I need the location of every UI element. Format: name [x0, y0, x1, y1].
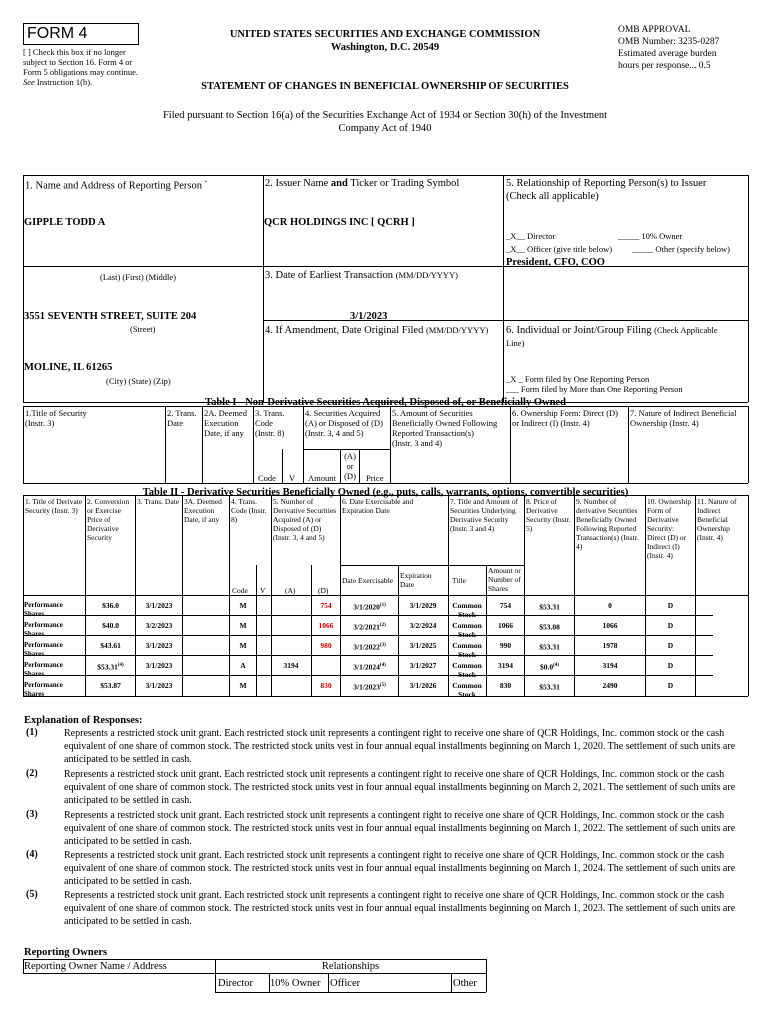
- row-disposed: 830: [320, 681, 332, 690]
- row-underlying-amount: 990: [499, 641, 512, 650]
- box6-opt1: _X _ Form filed by One Reporting Person: [506, 374, 650, 384]
- footnote-number: (2): [26, 768, 38, 779]
- t2-c10: 10. Ownership Form of Derivative Security: Direct (D) or Indirect (I) (Instr. 4): [647, 497, 692, 560]
- row-conversion-price: $43.61: [100, 641, 121, 650]
- form-title: FORM 4: [27, 25, 88, 42]
- row-underlying-amount: 1066: [498, 621, 513, 630]
- footnote-number: (4): [26, 849, 38, 860]
- row-security-title: Performance Shares: [24, 621, 63, 638]
- footnote-text: Represents a restricted stock unit grant. Each restricted stock unit represents a contingent right to receive one share of QCR Holdings, Inc. common stock or the cash equivalent of one share of common stock. The restricted stock units vest in four annual equal installments beginning on March 1, 2020. The settlement of such units are anticipated to be settled in cash.: [64, 728, 736, 765]
- t2-sub-amount: Amount or Number of Shares: [488, 566, 521, 593]
- row-owned-following: 1978: [602, 641, 618, 650]
- owners-officer: Officer: [330, 978, 361, 989]
- t1-sub-v: V: [289, 473, 296, 483]
- row-date-exercisable: 3/1/2020$^{(1)}$: [353, 602, 386, 612]
- row-underlying-title: Common Stock: [452, 621, 482, 639]
- row-acquired: 3194: [283, 661, 299, 670]
- owners-heading: Reporting Owners: [24, 947, 108, 958]
- t2-c5: 5. Number of Derivative Securities Acquired (A) or Disposed of (D) (Instr. 3, 4 and 5): [273, 497, 337, 542]
- box4-label: 4. If Amendment, Date Original Filed (MM/DD/YYYY): [265, 325, 489, 336]
- reporting-person-street: 3551 SEVENTH STREET, SUITE 204: [24, 311, 197, 322]
- row-expiration-date: 3/1/2027: [409, 661, 437, 670]
- row-disposed: 1066: [318, 621, 334, 630]
- footnote-ref: (4): [117, 663, 124, 668]
- t2-c1: 1. Title of Derivate Security (Instr. 3): [25, 497, 83, 515]
- footnote-text: Represents a restricted stock unit grant. Each restricted stock unit represents a contingent right to receive one share of QCR Holdings, Inc. common stock or the cash equivalent of one share of common stock. The restricted stock units vest in four annual equal installments beginning on March 1, 2023. The settlement of such units are anticipated to be settled in cash.: [64, 890, 736, 927]
- t2-sub-exp: Expiration Date: [400, 571, 432, 589]
- row-security-title: Performance Shares: [24, 661, 63, 678]
- omb-line2: OMB Number: 3235-0287: [618, 37, 720, 47]
- t2-c7: 7. Title and Amount of Securities Underlying Derivative Security (Instr. 3 and 4): [450, 497, 519, 533]
- footnote-ref: (4): [379, 663, 386, 668]
- row-deriv-price: $53.31: [539, 602, 560, 612]
- filed-pursuant: Filed pursuant to Section 16(a) of the Securities Exchange Act of 1934 or Section 30(h) of the Investment Company Act of 1940: [162, 110, 608, 134]
- t2-sub-v: V: [260, 586, 266, 595]
- street-caption: (Street): [130, 324, 156, 334]
- explanation-heading: Explanation of Responses:: [24, 715, 143, 726]
- t2-c9: 9. Number of derivative Securities Beneficially Owned Following Reported Transaction(s) (Instr. 4): [576, 497, 639, 551]
- t1-col2: 2. Trans. Date: [167, 408, 197, 428]
- row-trans-date: 3/1/2023: [145, 681, 173, 690]
- row-trans-code: M: [239, 641, 247, 650]
- earliest-transaction-date: 3/1/2023: [350, 311, 388, 322]
- footnote-number: (5): [26, 889, 38, 900]
- row-owned-following: 3194: [602, 661, 618, 670]
- omb-box: [618, 24, 758, 72]
- box5-label: 5. Relationship of Reporting Person(s) to Issuer (Check all applicable): [506, 178, 707, 202]
- name-caption: (Last) (First) (Middle): [100, 272, 177, 282]
- t2-sub-title: Title: [452, 576, 466, 585]
- t2-sub-d: (D): [318, 586, 329, 595]
- row-disposed: 754: [320, 601, 332, 610]
- row-trans-code: A: [240, 661, 246, 670]
- row-expiration-date: 3/1/2026: [409, 681, 437, 690]
- t2-c3: 3. Trans. Date: [137, 497, 180, 506]
- issuer-name: QCR HOLDINGS INC [ QCRH ]: [264, 217, 415, 228]
- row-conversion-price: $40.0: [102, 621, 119, 630]
- owners-col-rel: Relationships: [321, 961, 380, 972]
- row-deriv-price: $0.0$^{(4)}$: [540, 662, 559, 672]
- row-trans-date: 3/2/2023: [145, 621, 173, 630]
- t1-col2a: 2A. Deemed Execution Date, if any: [204, 408, 247, 438]
- t2-c11: 11. Nature of Indirect Beneficial Ownership (Instr. 4): [697, 497, 737, 542]
- row-underlying-amount: 830: [499, 681, 512, 690]
- row-expiration-date: 3/2/2024: [409, 621, 437, 630]
- box2-label: 2. Issuer Name and Ticker or Trading Symbol: [265, 178, 460, 189]
- row-expiration-date: 3/1/2029: [409, 601, 437, 610]
- row-deriv-price: $53.31: [539, 682, 560, 692]
- footnote-ref: (2): [379, 623, 386, 628]
- footnote-text: Represents a restricted stock unit grant. Each restricted stock unit represents a contingent right to receive one share of QCR Holdings, Inc. common stock or the cash equivalent of one share of common stock. The restricted stock units vest in four annual equal installments beginning on March 1, 2022. The settlement of such units are anticipated to be settled in cash.: [64, 810, 736, 847]
- box6-label: 6. Individual or Joint/Group Filing (Check Applicable Line): [506, 325, 718, 348]
- row-underlying-title: Common Stock: [452, 681, 482, 699]
- footnote-number: (3): [26, 809, 38, 820]
- row-security-title: Performance Shares: [24, 641, 63, 658]
- row-ownership-form: D: [667, 601, 674, 610]
- table1-title: Table I - Non-Derivative Securities Acquired, Disposed of, or Beneficially Owned: [205, 397, 566, 408]
- box5-officer: _X__ Officer (give title below): [506, 244, 613, 254]
- row-expiration-date: 3/1/2025: [409, 641, 437, 650]
- row-trans-date: 3/1/2023: [145, 601, 173, 610]
- footnote-ref: (3): [379, 643, 386, 648]
- row-underlying-amount: 3194: [498, 661, 513, 670]
- table2-title: Table II - Derivative Securities Beneficially Owned (e.g., puts, calls, warrants, options, convertible securities): [142, 487, 629, 498]
- row-conversion-price: $53.87: [100, 681, 121, 690]
- box5-other: _____ Other (specify below): [632, 244, 730, 254]
- t1-col4: 4. Securities Acquired (A) or Disposed of (D) (Instr. 3, 4 and 5): [305, 408, 383, 438]
- check-box-note: [23, 47, 151, 87]
- row-trans-code: M: [239, 681, 247, 690]
- row-date-exercisable: 3/2/2021$^{(2)}$: [353, 622, 386, 632]
- city-caption: (City) (State) (Zip): [106, 376, 171, 386]
- t1-sub-code: Code: [258, 473, 276, 483]
- t2-c3a: 3A. Deemed Execution Date, if any: [184, 497, 222, 524]
- footnote-text: Represents a restricted stock unit grant. Each restricted stock unit represents a contingent right to receive one share of QCR Holdings, Inc. common stock or the cash equivalent of one share of common stock. The restricted stock units vest in four annual equal installments beginning on March 2, 2021. The settlement of such units are anticipated to be settled in cash.: [64, 769, 736, 806]
- owners-col-name: Reporting Owner Name / Address: [24, 961, 167, 972]
- footnote-ref: (5): [379, 683, 386, 688]
- box1-label: 1. Name and Address of Reporting Person *: [25, 180, 208, 192]
- t1-col7: 7. Nature of Indirect Beneficial Ownership (Instr. 4): [630, 408, 737, 428]
- check-see: See: [23, 77, 35, 87]
- omb-line4: hours per response... 0.5: [618, 61, 711, 71]
- owners-ten-pct: 10% Owner: [270, 978, 321, 989]
- t2-sub-code: Code: [232, 586, 248, 595]
- row-trans-code: M: [239, 621, 247, 630]
- agency-city: Washington, D.C. 20549: [330, 42, 440, 53]
- t1-col1: 1.Title of Security (Instr. 3): [25, 408, 87, 428]
- t1-col5: 5. Amount of Securities Beneficially Owned Following Reported Transaction(s) (Instr. 3 and 4): [392, 408, 498, 448]
- row-date-exercisable: 3/1/2024$^{(4)}$: [353, 662, 386, 672]
- row-ownership-form: D: [667, 621, 674, 630]
- row-trans-date: 3/1/2023: [145, 661, 173, 670]
- row-ownership-form: D: [667, 661, 674, 670]
- omb-line1: OMB APPROVAL: [618, 25, 691, 35]
- row-conversion-price: $53.31$^{(4)}$: [97, 662, 124, 672]
- t2-c6: 6. Date Exercisable and Expiration Date: [342, 497, 414, 515]
- omb-line3: Estimated average burden: [618, 49, 717, 59]
- t1-col6: 6. Ownership Form: Direct (D) or Indirect (I) (Instr. 4): [512, 408, 618, 428]
- t1-sub-price: Price: [366, 473, 384, 483]
- row-underlying-amount: 754: [499, 601, 512, 610]
- t1-sub-amount: Amount: [308, 473, 336, 483]
- footnote-ref: (4): [553, 663, 559, 668]
- row-security-title: Performance Shares: [24, 681, 63, 698]
- t2-sub-a: (A): [285, 586, 296, 595]
- t2-c2: 2. Conversion or Exercise Price of Derivative Security: [87, 497, 130, 542]
- owners-other: Other: [453, 978, 477, 989]
- row-underlying-title: Common Stock: [452, 641, 482, 659]
- t1-col3: 3. Trans. Code (Instr. 8): [255, 408, 285, 438]
- box3-label: 3. Date of Earliest Transaction (MM/DD/YYYY): [265, 270, 458, 281]
- statement-title: STATEMENT OF CHANGES IN BENEFICIAL OWNERSHIP OF SECURITIES: [201, 81, 569, 92]
- row-underlying-title: Common Stock: [452, 661, 482, 679]
- t1-sub-aod: (A) or (D): [344, 451, 356, 481]
- t2-c8: 8. Price of Derivative Security (Instr. 5): [526, 497, 571, 533]
- row-ownership-form: D: [667, 681, 674, 690]
- agency-name: UNITED STATES SECURITIES AND EXCHANGE COMMISSION: [229, 29, 541, 40]
- check-box-text: [ ] Check this box if no longer subject to Section 16. Form 4 or Form 5 obligations may continue.: [23, 47, 138, 77]
- row-owned-following: 1066: [602, 621, 618, 630]
- row-conversion-price: $36.0: [102, 601, 119, 610]
- row-deriv-price: $53.31: [539, 642, 560, 652]
- row-trans-date: 3/1/2023: [145, 641, 173, 650]
- reporting-person-name: GIPPLE TODD A: [24, 217, 106, 228]
- t2-sub-exer: Date Exercisable: [342, 576, 394, 585]
- footnote-number: (1): [26, 727, 38, 738]
- row-deriv-price: $53.08: [539, 622, 560, 632]
- row-disposed: 980: [320, 641, 332, 650]
- check-instr: Instruction 1(b).: [36, 77, 93, 87]
- row-underlying-title: Common Stock: [452, 601, 482, 619]
- owners-director: Director: [218, 978, 253, 989]
- row-security-title: Performance Shares: [24, 601, 63, 618]
- footnote-text: Represents a restricted stock unit grant. Each restricted stock unit represents a contingent right to receive one share of QCR Holdings, Inc. common stock or the cash equivalent of one share of common stock. The restricted stock units vest in four annual equal installments beginning on March 1, 2024. The settlement of such units are anticipated to be settled in cash.: [64, 850, 736, 887]
- row-trans-code: M: [239, 601, 247, 610]
- box5-director: _X__ Director: [506, 231, 556, 241]
- officer-title: President, CFO, COO: [506, 257, 605, 268]
- reporting-person-city: MOLINE, IL 61265: [24, 362, 113, 373]
- row-owned-following: 2490: [602, 681, 618, 690]
- box6-opt2: ___ Form filed by More than One Reporting Person: [506, 384, 683, 394]
- form-title-box: [23, 23, 139, 45]
- t2-c4: 4. Trans. Code (Instr. 8): [231, 497, 267, 524]
- row-owned-following: 0: [608, 601, 612, 610]
- box5-ten-pct: _____ 10% Owner: [618, 231, 683, 241]
- row-date-exercisable: 3/1/2023$^{(5)}$: [353, 682, 386, 692]
- row-date-exercisable: 3/1/2022$^{(3)}$: [353, 642, 386, 652]
- footnote-ref: (1): [379, 603, 386, 608]
- row-ownership-form: D: [667, 641, 674, 650]
